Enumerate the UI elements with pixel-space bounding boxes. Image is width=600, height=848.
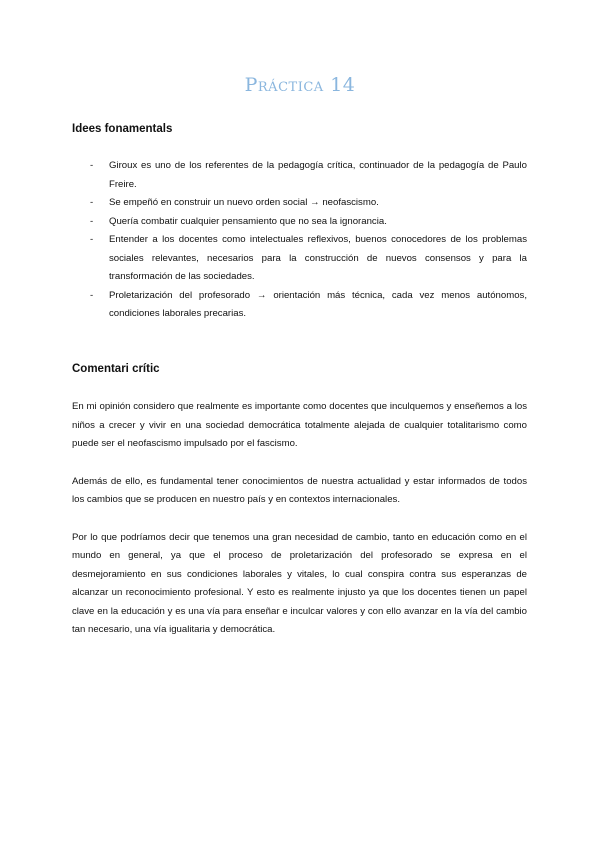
list-item [90,231,527,287]
list-item [90,194,527,213]
paragraph: Por lo que podríamos decir que tenemos una gran necesidad de cambio, tanto en educación como en el mundo en general, ya que el proceso de proletarización del profesorado se expresa en el desmejoramiento en sus condiciones laborales y vitales, lo cual conspira contra sus esperanzas de alcanzar un reconocimiento profesional. Y esto es realmente injusto ya que los docentes tienen un papel clave en la educación y es una vía para enseñar e inculcar valores y con ello avanzar en la vía del cambio tan necesario, una vía igualitaria y democrática. [72,531,527,635]
ideas-bullet-list [90,157,527,324]
section-heading-critique: Comentari crític [72,363,160,375]
paragraph: Además de ello, es fundamental tener conocimientos de nuestra actualidad y estar informados de todos los cambios que se producen en nuestro país y en contextos internacionales. [72,475,527,505]
bullet-marker: - [90,289,94,301]
bullet-marker: - [90,197,94,208]
bullet-text: Se empeñó en construir un nuevo orden social → neofascismo. [109,197,379,208]
page-title: Práctica 14 [244,74,356,96]
bullet-text: Quería combatir cualquier pensamiento que no sea la ignorancia. [109,215,387,227]
paragraph: En mi opinión considero que realmente es importante como docentes que inculquemos y enseñemos a los niños a crecer y vivir en una sociedad democrática totalmente alejada de cualquier totalitarismo como puede ser el neofascismo impulsado por el fascismo. [72,401,527,449]
bullet-text: Entender a los docentes como intelectuales reflexivos, buenos conocedores de los problemas sociales relevantes, necesarios para la construcción de nuevos consensos y para la transformación de las sociedades. [109,234,527,282]
bullet-text: Proletarización del profesorado → orientación más técnica, cada vez menos autónomos, condiciones laborales precarias. [109,289,527,319]
list-item [90,157,527,194]
list-item [90,213,527,232]
bullet-marker: - [90,215,94,227]
bullet-marker: - [90,234,94,245]
bullet-text: Giroux es uno de los referentes de la pedagogía crítica, continuador de la pedagogía de Paulo Freire. [109,160,527,190]
section-heading-ideas: Idees fonamentals [72,123,173,135]
bullet-marker: - [90,160,94,171]
critique-body [72,398,527,659]
list-item [90,287,527,324]
